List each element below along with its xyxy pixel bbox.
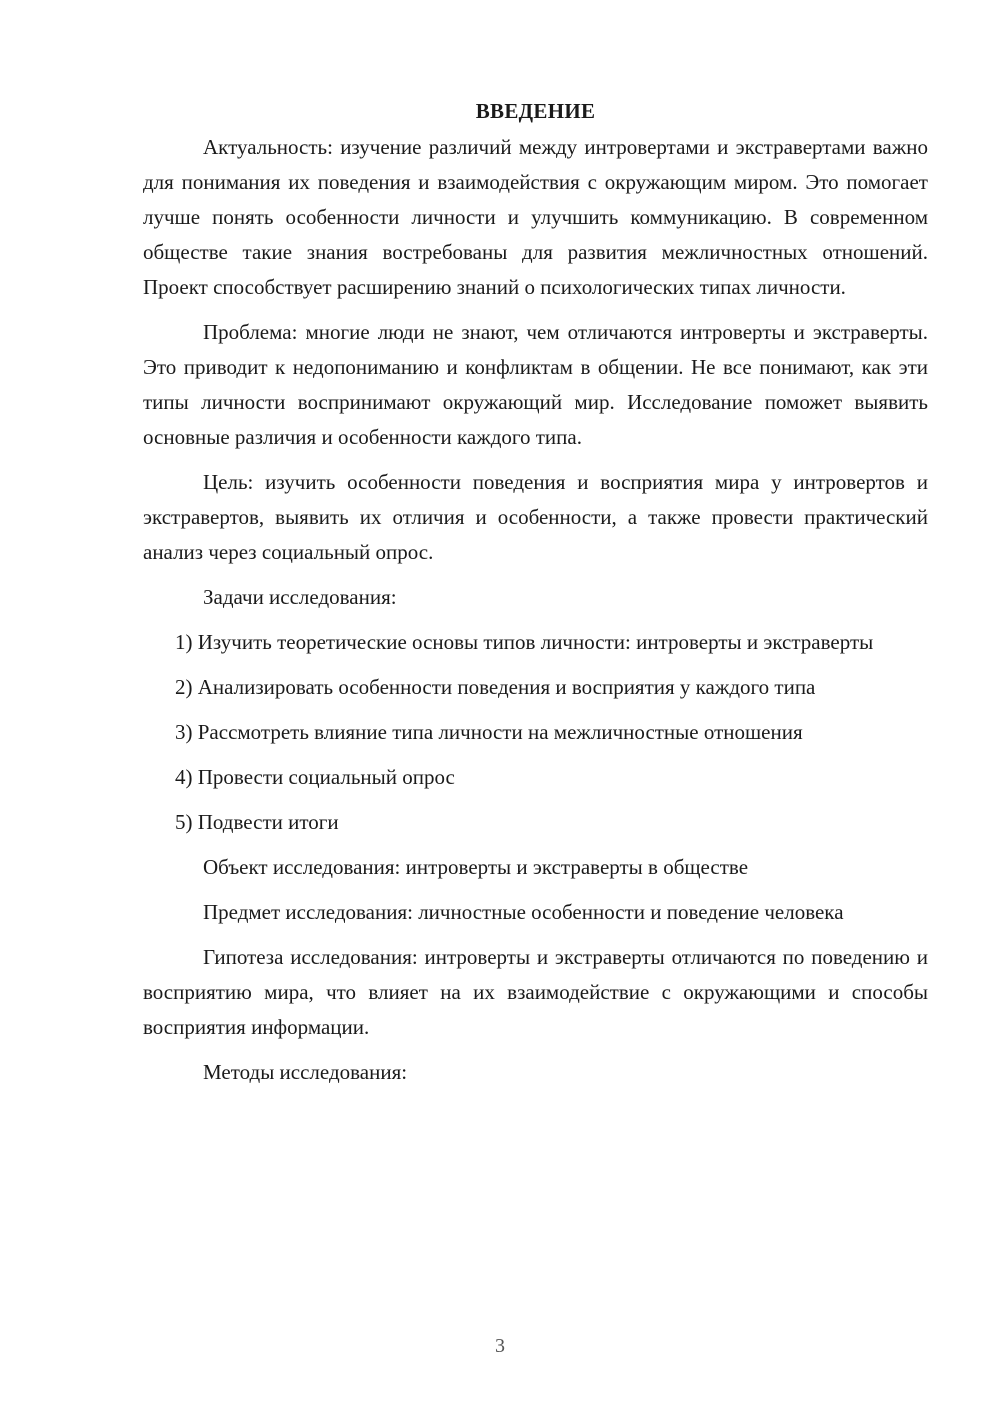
task-item-3: 3) Рассмотреть влияние типа личности на межличностные отношения bbox=[175, 720, 803, 744]
tasks-heading: Задачи исследования: bbox=[203, 585, 397, 609]
task-item-2: 2) Анализировать особенности поведения и восприятия у каждого типа bbox=[175, 675, 816, 699]
problem-paragraph: Проблема: многие люди не знают, чем отличаются интроверты и экстраверты. Это приводит к недопониманию и конфликтам в общении. Не все понимают, как эти типы личности воспринимают окружающий мир. Исследование поможет выявить основные различия и особенности каждого типа. bbox=[143, 320, 928, 449]
task-item-4: 4) Провести социальный опрос bbox=[175, 765, 455, 789]
section-title: ВВЕДЕНИЕ bbox=[475, 99, 596, 123]
hypothesis-paragraph: Гипотеза исследования: интроверты и экстраверты отличаются по поведению и восприятию мира, что влияет на их взаимодействие с окружающими и способы восприятия информации. bbox=[143, 945, 928, 1039]
methods-heading: Методы исследования: bbox=[203, 1060, 408, 1084]
task-item-5: 5) Подвести итоги bbox=[175, 810, 339, 834]
subject-paragraph: Предмет исследования: личностные особенности и поведение человека bbox=[203, 900, 844, 924]
relevance-paragraph: Актуальность: изучение различий между интровертами и экстравертами важно для понимания их поведения и взаимодействия с окружающим миром. Это помогает лучше понять особенности личности и улучшить коммуникацию. В современном обществе такие знания востребованы для развития межличностных отношений. Проект способствует расширению знаний о психологических типах личности. bbox=[143, 135, 928, 299]
goal-paragraph: Цель: изучить особенности поведения и восприятия мира у интровертов и экстравертов, выявить их отличия и особенности, а также провести практический анализ через социальный опрос. bbox=[143, 470, 928, 564]
object-paragraph: Объект исследования: интроверты и экстраверты в обществе bbox=[203, 855, 749, 879]
task-item-1: 1) Изучить теоретические основы типов личности: интроверты и экстраверты bbox=[175, 630, 874, 654]
page-number: 3 bbox=[495, 1335, 505, 1357]
document-page bbox=[143, 96, 928, 1100]
